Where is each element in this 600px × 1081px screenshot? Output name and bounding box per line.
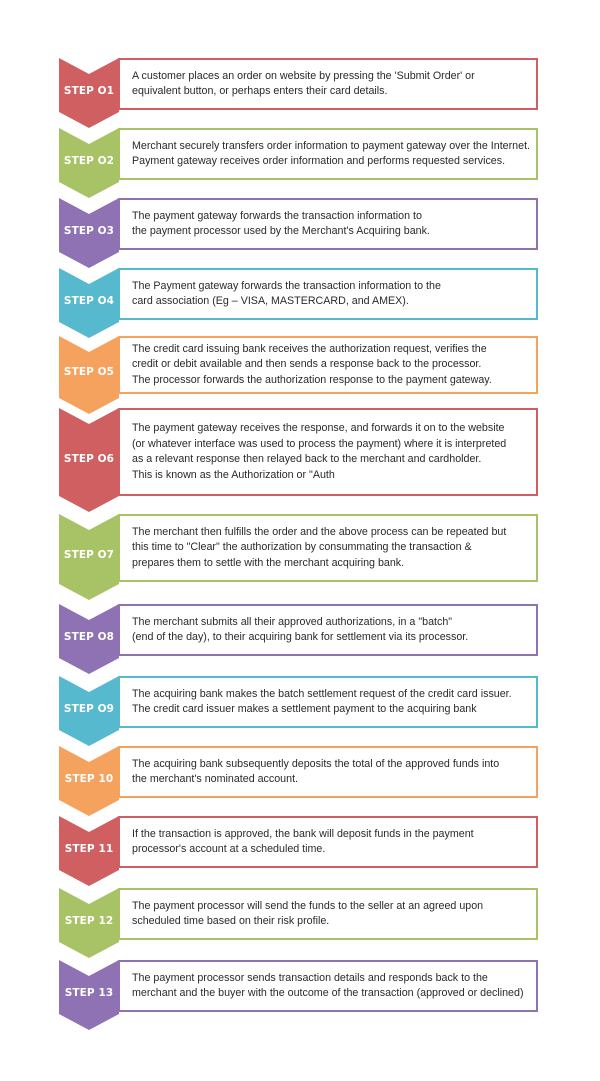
step-item xyxy=(0,336,600,414)
step-item xyxy=(0,58,600,128)
step-label: STEP O1 xyxy=(63,85,115,97)
step-description-box xyxy=(118,268,538,320)
description-line: The acquiring bank subsequently deposits the total of the approved funds into xyxy=(132,757,500,770)
step-item xyxy=(0,746,600,816)
step-item xyxy=(0,514,600,600)
step-label: STEP 10 xyxy=(64,773,114,785)
description-line: Merchant securely transfers order information to payment gateway over the Internet. xyxy=(132,139,531,152)
step-description-box xyxy=(118,408,538,496)
step-description xyxy=(132,209,430,240)
description-line: processor's account at a scheduled time. xyxy=(132,843,326,855)
step-item xyxy=(0,888,600,958)
step-description xyxy=(132,971,524,1002)
step-description-box xyxy=(118,604,538,656)
description-line: The payment gateway receives the response, and forwards it on to the website xyxy=(132,422,505,434)
step-label: STEP O9 xyxy=(63,703,115,715)
step-description xyxy=(132,615,468,646)
step-description xyxy=(132,69,475,100)
step-description xyxy=(132,899,483,930)
description-line: A customer places an order on website by pressing the 'Submit Order' or xyxy=(132,69,475,82)
step-label: STEP 11 xyxy=(64,843,114,855)
description-line: the payment processor used by the Merchant's Acquiring bank. xyxy=(132,225,430,237)
step-item xyxy=(0,960,600,1030)
step-label: STEP O7 xyxy=(63,549,115,561)
step-description xyxy=(132,421,506,483)
description-line: The payment gateway forwards the transaction information to xyxy=(132,209,422,222)
description-line: The acquiring bank makes the batch settlement request of the credit card issuer. xyxy=(132,687,512,700)
description-line: The merchant submits all their approved authorizations, in a "batch" xyxy=(132,615,453,628)
step-label: STEP O4 xyxy=(63,295,115,307)
step-item xyxy=(0,198,600,268)
step-description-box xyxy=(118,198,538,250)
step-description xyxy=(132,139,530,170)
step-item xyxy=(0,128,600,198)
step-label: STEP O8 xyxy=(63,631,115,643)
description-line: card association (Eg – VISA, MASTERCARD, and AMEX). xyxy=(132,295,409,307)
step-description-box xyxy=(118,676,538,728)
step-description xyxy=(132,827,474,858)
description-line: The credit card issuing bank receives the authorization request, verifies the xyxy=(132,342,487,355)
step-description-box xyxy=(118,746,538,798)
step-description xyxy=(132,279,441,310)
description-line: prepares them to settle with the merchant acquiring bank. xyxy=(132,556,405,569)
step-description-box xyxy=(118,816,538,868)
description-line: This is known as the Authorization or "Auth xyxy=(132,468,335,481)
step-item xyxy=(0,676,600,746)
description-line: Payment gateway receives order information and performs requested services. xyxy=(132,155,506,167)
step-label: STEP 13 xyxy=(64,987,114,999)
description-line: The payment processor will send the funds to the seller at an agreed upon xyxy=(132,899,484,912)
description-line: The merchant then fulfills the order and the above process can be repeated but xyxy=(132,525,507,538)
description-line: The credit card issuer makes a settlement payment to the acquiring bank xyxy=(132,703,477,715)
step-description xyxy=(132,687,512,718)
description-line: The Payment gateway forwards the transaction information to the xyxy=(132,279,441,292)
step-description xyxy=(132,525,506,572)
step-label: STEP O6 xyxy=(63,453,115,465)
step-description-box xyxy=(118,128,538,180)
step-description-box xyxy=(118,336,538,394)
description-line: this time to "Clear" the authorization by consummating the transaction & xyxy=(132,541,472,554)
description-line: credit or debit available and then sends a response back to the processor. xyxy=(132,358,482,371)
description-line: equivalent button, or perhaps enters their card details. xyxy=(132,85,388,97)
description-line: (end of the day), to their acquiring bank for settlement via its processor. xyxy=(132,631,469,643)
step-item xyxy=(0,604,600,674)
step-description xyxy=(132,342,492,389)
step-description-box xyxy=(118,58,538,110)
step-description xyxy=(132,757,499,788)
step-label: STEP O5 xyxy=(63,366,115,378)
step-description-box xyxy=(118,514,538,582)
description-line: The processor forwards the authorization response to the payment gateway. xyxy=(132,373,492,386)
step-item xyxy=(0,268,600,338)
step-item xyxy=(0,408,600,512)
step-label: STEP O3 xyxy=(63,225,115,237)
step-label: STEP O2 xyxy=(63,155,115,167)
description-line: (or whatever interface was used to process the payment) where it is interpreted xyxy=(132,437,507,450)
description-line: the merchant's nominated account. xyxy=(132,773,299,785)
description-line: as a relevant response then relayed back to the merchant and cardholder. xyxy=(132,453,482,465)
step-label: STEP 12 xyxy=(64,915,114,927)
description-line: merchant and the buyer with the outcome of the transaction (approved or declined) xyxy=(132,987,524,999)
description-line: If the transaction is approved, the bank will deposit funds in the payment xyxy=(132,827,474,840)
description-line: The payment processor sends transaction details and responds back to the xyxy=(132,971,488,984)
step-item xyxy=(0,816,600,886)
description-line: scheduled time based on their risk profile. xyxy=(132,915,330,927)
step-description-box xyxy=(118,888,538,940)
step-description-box xyxy=(118,960,538,1012)
